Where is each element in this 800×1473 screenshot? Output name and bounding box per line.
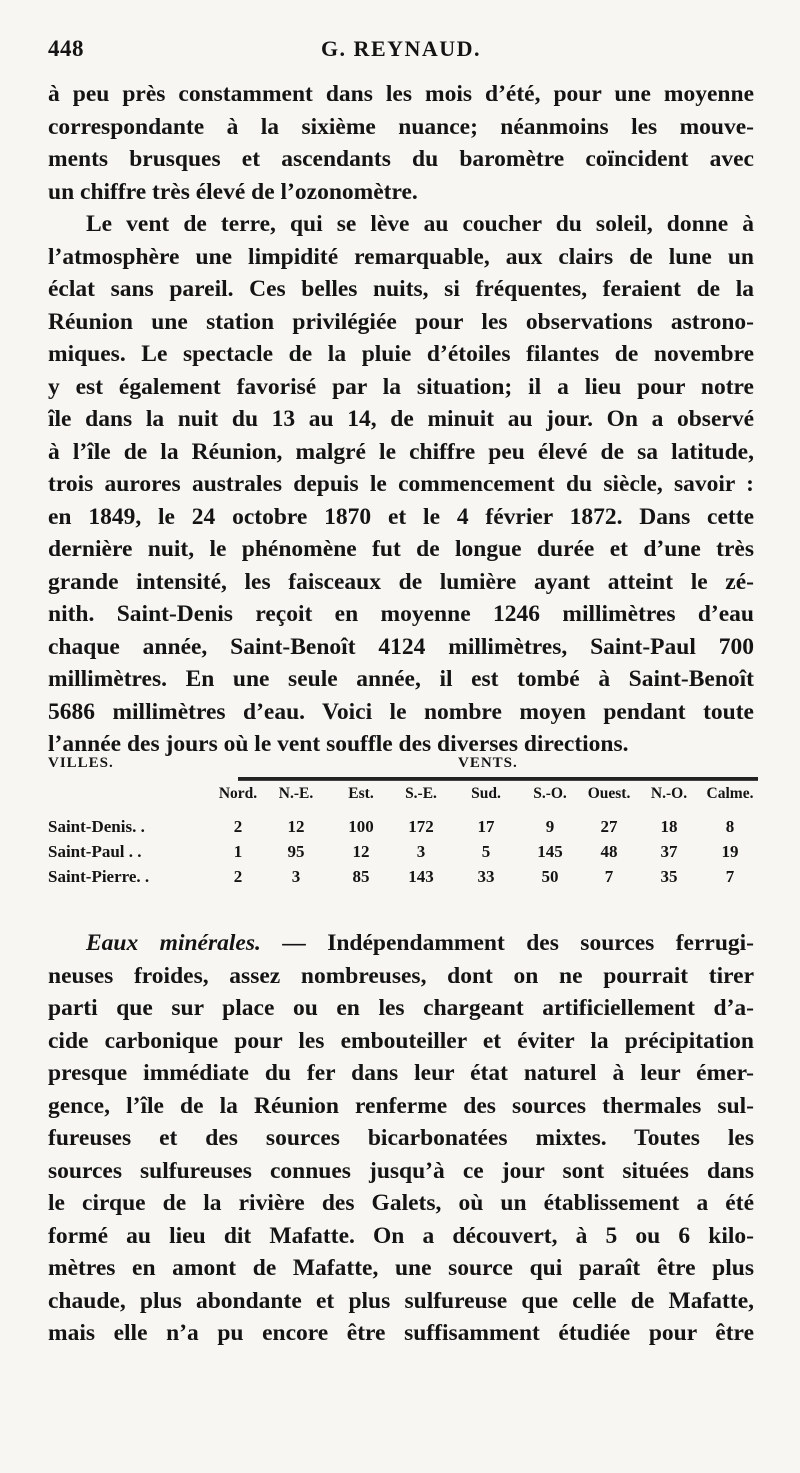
text-line: parti que sur place ou en les chargeant artificiellement d’a-: [48, 995, 754, 1021]
column-header: Est.: [348, 785, 374, 802]
text-line: fureuses et des sources bicarbonatées mixtes. Toutes les: [48, 1125, 754, 1151]
text-line: le cirque de la rivière des Galets, où un établissement a été: [48, 1190, 754, 1216]
running-head: [48, 36, 754, 66]
column-header: N.-E.: [278, 785, 314, 802]
table-cell: 85: [352, 867, 370, 886]
table-cell: 95: [287, 842, 305, 861]
paragraph-barometre: [48, 78, 754, 208]
text-line: un chiffre très élevé de l’ozonomètre.: [48, 178, 418, 205]
text-line: chaude, plus abondante et plus sulfureuse que celle de Mafatte,: [48, 1287, 754, 1314]
paragraph-vent-de-terre: [48, 208, 754, 761]
table-cell: 12: [352, 842, 370, 861]
table-cell: 7: [725, 867, 735, 886]
table-cell: 7: [604, 867, 614, 886]
table-cell: 19: [721, 842, 739, 861]
table-cell: 1: [233, 842, 243, 861]
table-cell: 33: [477, 867, 495, 886]
table-cell: 8: [725, 817, 735, 836]
text-line: dernière nuit, le phénomène fut de longue durée et d’une très: [48, 536, 754, 562]
text-line: mètres en amont de Mafatte, une source qui paraît être plus: [48, 1255, 754, 1281]
section-lead: Eaux minérales.: [86, 930, 261, 956]
running-head-author: G. REYNAUD.: [320, 36, 482, 61]
table-cell: 3: [416, 842, 426, 861]
text-body-top: [48, 78, 754, 761]
table-cell: 9: [545, 817, 555, 836]
text-line: formé au lieu dit Mafatte. On a découvert, à 5 ou 6 kilo-: [48, 1222, 754, 1249]
table-cell: 172: [408, 817, 434, 836]
column-header: S.-E.: [405, 785, 437, 802]
text-line: miques. Le spectacle de la pluie d’étoiles filantes de novembre: [48, 341, 754, 367]
table-row: [48, 842, 758, 866]
text-line: neuses froides, assez nombreuses, dont on ne pourrait tirer: [48, 962, 754, 989]
table-header-vents: VENTS.: [458, 755, 518, 771]
text-line: à peu près constamment dans les mois d’été, pour une moyenne: [48, 81, 754, 107]
line-text: — Indépendamment des sources ferrugi-: [260, 930, 754, 956]
text-line: correspondante à la sixième nuance; néanmoins les mouve-: [48, 113, 754, 140]
table-header-villes: VILLES.: [48, 755, 114, 771]
table-cell: 2: [233, 867, 243, 886]
text-line: grande intensité, les faisceaux de lumière ayant atteint le zé-: [48, 568, 754, 595]
page-number: 448: [48, 36, 84, 61]
text-line: millimètres. En une seule année, il est tombé à Saint-Benoît: [48, 666, 754, 692]
table-cell: 35: [660, 867, 678, 886]
table-cell: 17: [477, 817, 495, 836]
column-header: S.-O.: [533, 785, 567, 802]
row-label: Saint-Pierre. .: [48, 867, 150, 886]
table-cell: 12: [287, 817, 305, 836]
table-cell: 100: [348, 817, 374, 836]
text-line: 5686 millimètres d’eau. Voici le nombre moyen pendant toute: [48, 698, 754, 725]
text-line: [48, 927, 754, 960]
row-label: Saint-Denis. .: [48, 817, 145, 836]
table-cell: 145: [537, 842, 563, 861]
table-row: [48, 817, 758, 841]
row-label: Saint-Paul . .: [48, 842, 142, 861]
text-line: presque immédiate du fer dans leur état naturel à leur émer-: [48, 1060, 754, 1086]
text-line: gence, l’île de la Réunion renferme des sources thermales sul-: [48, 1092, 754, 1119]
table-row: [48, 867, 758, 891]
text-line: en 1849, le 24 octobre 1870 et le 4 février 1872. Dans cette: [48, 503, 754, 530]
text-line: y est également favorisé par la situation; il a lieu pour notre: [48, 373, 754, 400]
table-cell: 2: [233, 817, 243, 836]
text-line: l’atmosphère une limpidité remarquable, aux clairs de lune un: [48, 243, 754, 270]
text-line: éclat sans pareil. Ces belles nuits, si fréquentes, feraient de la: [48, 276, 754, 302]
table-cell: 3: [291, 867, 301, 886]
table-column-headers: [48, 785, 758, 809]
text-line: sources sulfureuses connues jusqu’à ce jour sont situées dans: [48, 1157, 754, 1184]
column-header: Nord.: [218, 785, 258, 802]
text-line: Réunion une station privilégiée pour les observations astrono-: [48, 308, 754, 335]
column-header: Calme.: [706, 785, 754, 802]
table-cell: 27: [600, 817, 618, 836]
column-header: N.-O.: [650, 785, 688, 802]
text-line: l’année des jours où le vent souffle des diverses directions.: [48, 731, 629, 757]
table-cell: 18: [660, 817, 678, 836]
paragraph-eaux-minerales: [48, 927, 754, 1350]
text-line: trois aurores australes depuis le commencement du siècle, savoir :: [48, 471, 754, 497]
winds-table: [48, 755, 758, 905]
table-cell: 37: [660, 842, 678, 861]
text-line: cide carbonique pour les embouteiller et éviter la précipitation: [48, 1027, 754, 1054]
table-cell: 143: [408, 867, 434, 886]
text-line: à l’île de la Réunion, malgré le chiffre peu élevé de sa latitude,: [48, 438, 754, 465]
text-line: ments brusques et ascendants du baromètre coïncident avec: [48, 146, 754, 172]
column-header: Ouest.: [587, 785, 631, 802]
text-line: Le vent de terre, qui se lève au coucher du soleil, donne à: [86, 211, 754, 237]
column-header: Sud.: [471, 785, 501, 802]
table-rule: [238, 777, 758, 781]
text-line: île dans la nuit du 13 au 14, de minuit au jour. On a observé: [48, 406, 754, 432]
table-cell: 48: [600, 842, 618, 861]
text-line: mais elle n’a pu encore être suffisamment étudiée pour être: [48, 1320, 754, 1346]
text-line: chaque année, Saint-Benoît 4124 millimètres, Saint-Paul 700: [48, 633, 754, 660]
text-line: nith. Saint-Denis reçoit en moyenne 1246 millimètres d’eau: [48, 601, 754, 627]
table-cell: 5: [481, 842, 491, 861]
table-cell: 50: [541, 867, 559, 886]
